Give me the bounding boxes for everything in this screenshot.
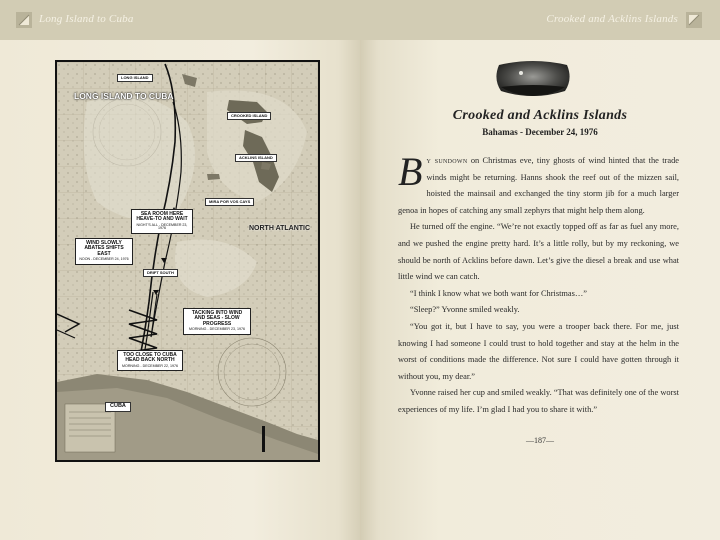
map-title: LONG ISLAND TO CUBA <box>74 91 174 101</box>
north-atlantic-label: NORTH ATLANTIC <box>249 225 311 232</box>
chapter-subtitle: Bahamas - December 24, 1976 <box>482 127 598 137</box>
left-header-title: Long Island to Cuba <box>39 13 134 25</box>
opening-small-caps: y sundown <box>426 156 468 165</box>
chapter-body <box>398 149 679 419</box>
paragraph-4: “Sleep?” Yvonne smiled weakly. <box>410 305 520 315</box>
annotation-drift-south: DRIFT SOUTH <box>143 269 178 277</box>
annotation-wind-abates: WIND SLOWLY ABATES SHIFTS EAST NOON - DECEMBER 24, 1976 <box>75 238 133 265</box>
annotation-tacking: TACKING INTO WIND AND SEAS - SLOW PROGRESS MORNING - DECEMBER 23, 1976 <box>183 308 251 335</box>
annotation-too-close-to-cuba: TOO CLOSE TO CUBA HEAD BACK NORTH MORNING - DECEMBER 22, 1976 <box>117 350 183 371</box>
acklins-island-label: ACKLINS ISLAND <box>235 154 277 162</box>
voyage-map <box>55 60 320 462</box>
paragraph-5: “You got it, but I have to say, you were a trooper back there. For me, just knowing I had someone I could trust to hold together and stay at the helm in the worst of conditions made the difference. Not sure I could have gotten through it without you, my dear.” <box>398 321 679 381</box>
paragraph-6: Yvonne raised her cup and smiled weakly. “That was definitely one of the worst experiences of my life. I’m glad I had you to share it with.” <box>398 388 679 414</box>
chapter-title: Crooked and Acklins Islands <box>452 108 628 123</box>
left-running-header <box>0 0 360 40</box>
crooked-island-label: CROOKED ISLAND <box>227 112 271 120</box>
annotation-sea-room: SEA ROOM HERE HEAVE-TO AND WAIT NIGHT'S ALL - DECEMBER 23, 1976 <box>131 209 193 234</box>
mira-por-vos-label: MIRA POR VOS CAYS <box>205 198 254 206</box>
paragraph-1: By sundown on Christmas eve, tiny ghosts of wind hinted that the trade winds might be returning. Hanns shook the reef out of the mizzen sail, hoisted the mainsail and exchanged the tiny storm jib for a much larger genoa in hopes of catching any small zephyrs that might help them along. <box>398 149 679 215</box>
paragraph-3: “I think I know what we both want for Christmas…” <box>410 288 588 298</box>
page-number: —187— <box>526 436 554 445</box>
right-header-title: Crooked and Acklins Islands <box>546 13 678 25</box>
page-corner-icon <box>686 12 702 28</box>
cuba-label: CUBA <box>105 402 131 412</box>
right-running-header <box>360 0 720 40</box>
drop-cap: B <box>398 149 423 194</box>
long-island-label: LONG ISLAND <box>117 74 153 82</box>
page-corner-icon <box>16 12 32 28</box>
night-sea-vignette <box>493 59 573 99</box>
paragraph-2: He turned off the engine. “We’re not exactly topped off as far as fuel any more, and we pushed the engine pretty hard. It’s a little rolly, but by my reckoning, we should be north of Acklins before dawn. Let’s give the diesel a break and use what little wind we can catch. <box>398 222 679 282</box>
